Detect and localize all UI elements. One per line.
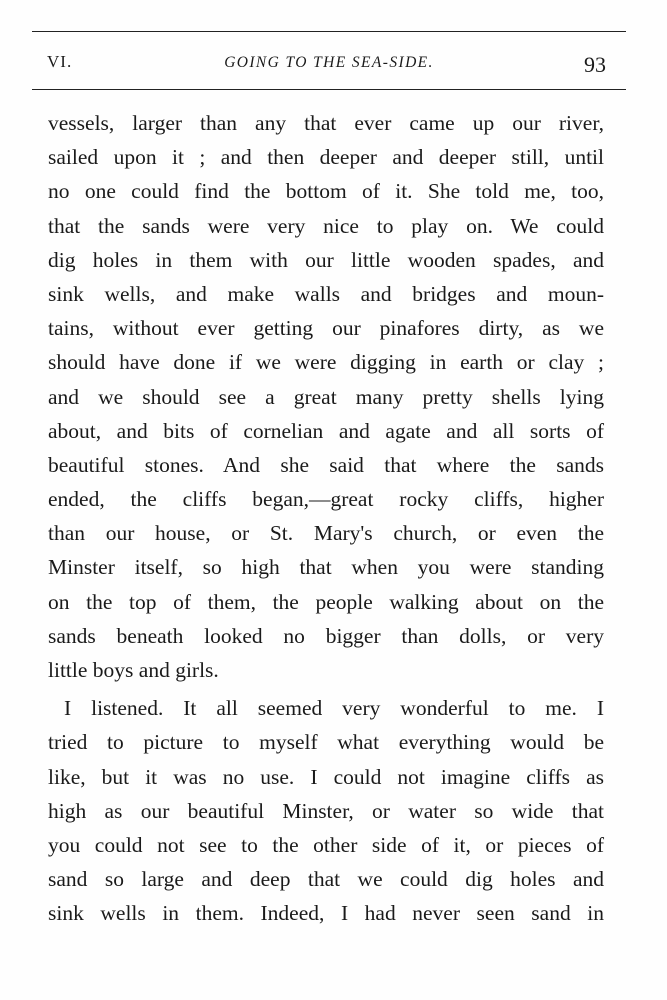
running-header [32, 48, 626, 84]
header-top-rule [32, 31, 626, 32]
paragraph [48, 106, 604, 687]
body-text [48, 106, 604, 931]
text-line: you could not see to the other side of it, or pieces of [48, 832, 604, 857]
chapter-number: VI. [47, 52, 73, 71]
page-number: 93 [584, 52, 606, 77]
text-line: that the sands were very nice to play on. We could [48, 213, 604, 238]
text-line: sand so large and deep that we could dig holes and [48, 867, 604, 892]
text-line: sink wells, and make walls and bridges and moun- [48, 281, 604, 306]
text-line: I listened. It all seemed very wonderful to me. I [64, 696, 604, 721]
text-line: no one could find the bottom of it. She told me, too, [48, 179, 604, 204]
text-line: sink wells in them. Indeed, I had never seen sand in [48, 901, 604, 926]
text-line: should have done if we were digging in earth or clay ; [48, 350, 604, 375]
text-line: like, but it was no use. I could not imagine cliffs as [48, 764, 604, 789]
text-line: about, and bits of cornelian and agate and all sorts of [48, 418, 604, 443]
text-line: sands beneath looked no bigger than dolls, or very [48, 623, 604, 648]
text-line: and we should see a great many pretty shells lying [48, 384, 604, 409]
paragraph [48, 691, 604, 930]
text-line: vessels, larger than any that ever came up our river, [48, 111, 604, 135]
text-line: tains, without ever getting our pinafores dirty, as we [48, 316, 604, 341]
text-line: ended, the cliffs began,—great rocky cliffs, higher [48, 487, 604, 512]
text-line: Minster itself, so high that when you were standing [48, 555, 604, 580]
header-bottom-rule [32, 89, 626, 90]
text-line: on the top of them, the people walking about on the [48, 589, 604, 614]
text-line: dig holes in them with our little wooden spades, and [48, 247, 604, 272]
text-line: than our house, or St. Mary's church, or even the [48, 521, 604, 546]
text-line: beautiful stones. And she said that where the sands [48, 452, 604, 477]
text-line: little boys and girls. [48, 658, 219, 682]
text-line: sailed upon it ; and then deeper and deeper still, until [48, 145, 604, 170]
running-title: GOING TO THE SEA-SIDE. [224, 54, 434, 71]
text-line: tried to picture to myself what everything would be [48, 730, 604, 755]
text-line: high as our beautiful Minster, or water so wide that [48, 798, 604, 823]
